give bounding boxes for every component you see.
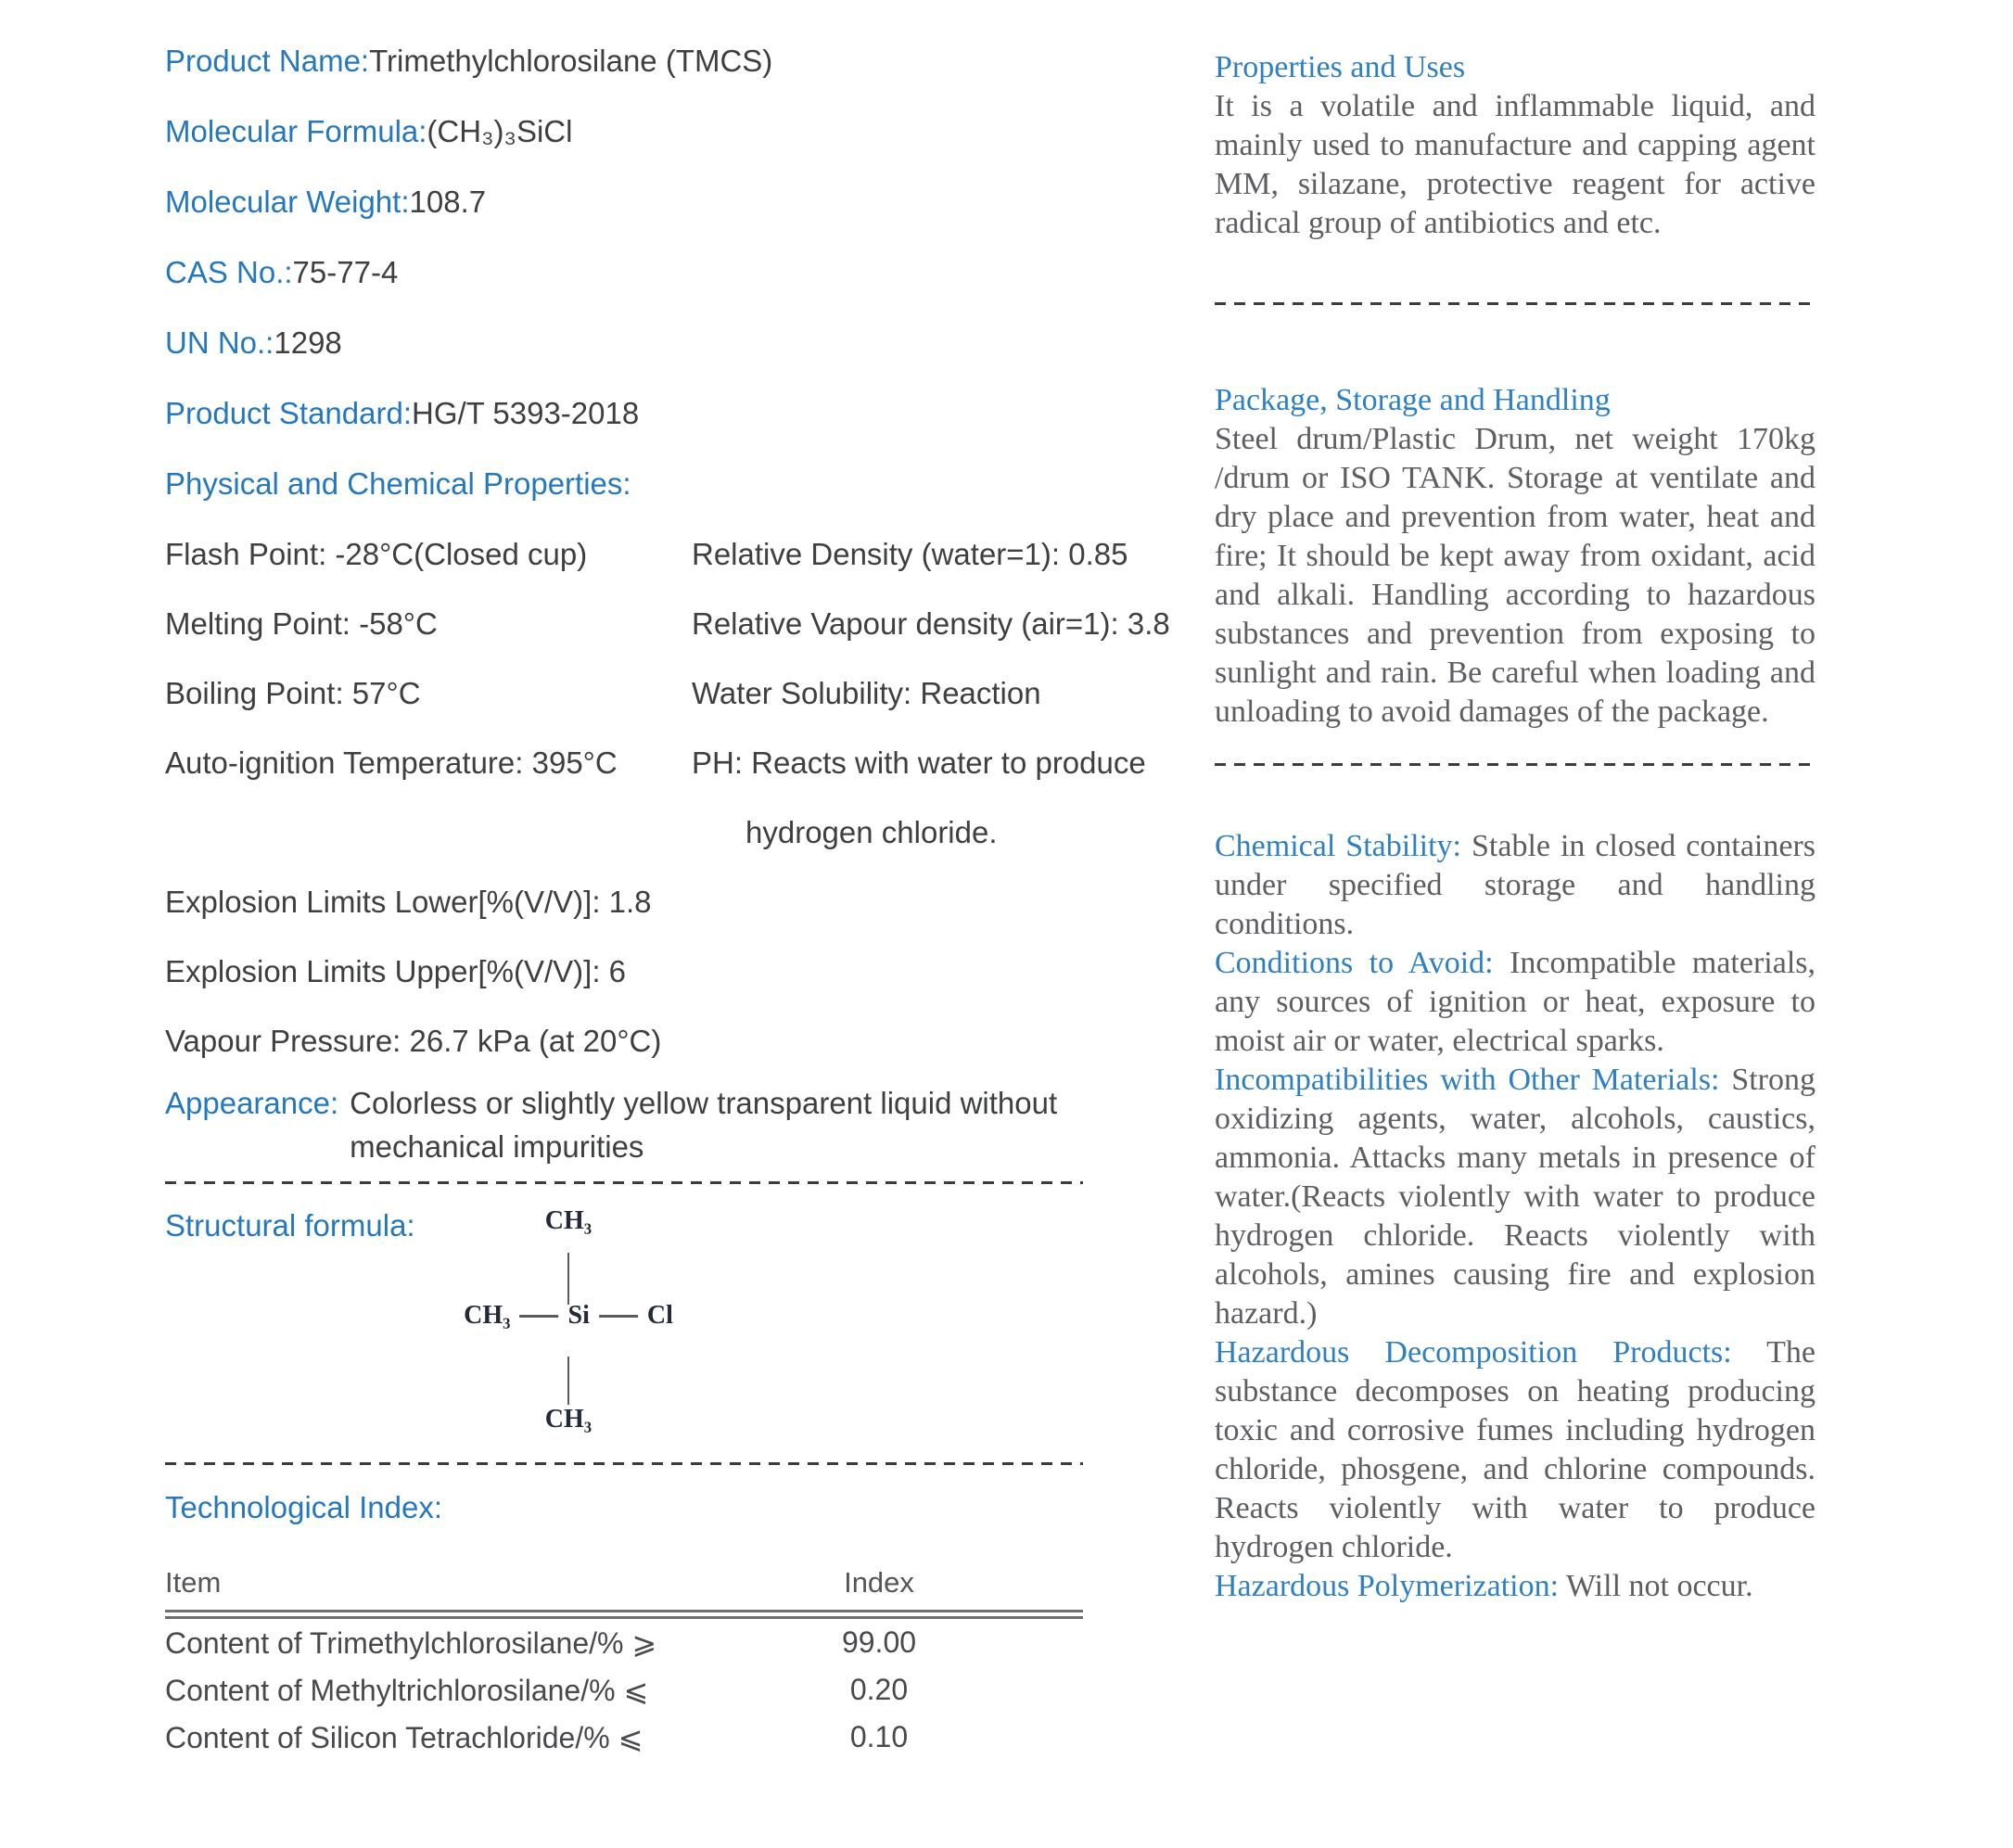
table-header-row — [165, 1556, 1083, 1610]
bond-vertical-bottom — [567, 1357, 569, 1405]
hazardous-decomposition-text: The substance decomposes on heating producing toxic and corrosive fumes including hydrogen chloride, phosgene, and chlorine compounds. Reacts violently with water to produce hydrogen chloride. — [1215, 1335, 1816, 1564]
molecular-weight-value: 108.7 — [409, 185, 487, 219]
table-header-index: Index — [844, 1566, 914, 1599]
formula-cl: Cl — [646, 1301, 673, 1330]
appearance-label: Appearance: — [165, 1086, 339, 1120]
product-spec-left-column — [165, 26, 1170, 1761]
product-standard-row — [165, 378, 1129, 449]
cas-no-value: 75-77-4 — [292, 255, 399, 289]
auto-ignition-temperature: Auto-ignition Temperature: 395°C — [165, 745, 618, 780]
vapour-pressure: Vapour Pressure: 26.7 kPa (at 20°C) — [165, 1023, 662, 1058]
boiling-point: Boiling Point: 57°C — [165, 675, 421, 710]
chemical-stability-item — [1215, 827, 1816, 944]
bond-vertical-top — [567, 1253, 569, 1305]
hazardous-decomposition-heading: Hazardous Decomposition Products: — [1215, 1335, 1732, 1370]
explosion-limit-lower: Explosion Limits Lower[%(V/V)]: 1.8 — [165, 884, 652, 919]
conditions-to-avoid-heading: Conditions to Avoid: — [1215, 946, 1494, 980]
water-solubility: Water Solubility: Reaction — [692, 675, 1041, 710]
molecular-formula-label: Molecular Formula: — [165, 114, 427, 148]
melting-point: Melting Point: -58°C — [165, 605, 438, 641]
conditions-to-avoid-item — [1215, 944, 1816, 1061]
physical-properties-grid — [165, 519, 1170, 867]
appearance-row — [165, 1081, 1129, 1168]
table-header-item: Item — [165, 1566, 222, 1599]
dashed-divider — [1215, 763, 1816, 766]
molecular-formula-value: (CH₃)₃SiCl — [427, 114, 573, 148]
physical-properties-col2 — [692, 519, 1197, 867]
dashed-divider — [165, 1462, 1083, 1465]
molecular-weight-label: Molecular Weight: — [165, 185, 410, 219]
ph-line2: hydrogen chloride. — [745, 814, 998, 849]
relative-vapour-density: Relative Vapour density (air=1): 3.8 — [692, 605, 1170, 641]
formula-ch3-bottom: CH₃ — [544, 1405, 592, 1434]
dashed-divider — [1215, 302, 1816, 305]
chemical-stability-heading: Chemical Stability: — [1215, 829, 1461, 863]
table-cell-item: Content of Silicon Tetrachloride/% ⩽ — [165, 1720, 643, 1754]
chemical-stability-text: Stable in closed containers under specified storage and handling conditions. — [1215, 829, 1816, 941]
physical-properties-heading: Physical and Chemical Properties: — [165, 466, 631, 501]
relative-density: Relative Density (water=1): 0.85 — [692, 536, 1128, 571]
structural-formula-label: Structural formula: — [165, 1208, 415, 1243]
structural-formula-diagram — [165, 1184, 1129, 1462]
table-cell-item: Content of Methyltrichlorosilane/% ⩽ — [165, 1673, 649, 1707]
properties-and-uses-heading: Properties and Uses — [1215, 50, 1466, 84]
package-storage-handling-heading: Package, Storage and Handling — [1215, 383, 1611, 417]
molecular-formula-row — [165, 96, 1129, 167]
ph-line1: PH: Reacts with water to produce — [692, 745, 1146, 780]
hazardous-decomposition-item — [1215, 1333, 1816, 1567]
un-no-value: 1298 — [274, 325, 342, 360]
product-name-label: Product Name: — [165, 44, 370, 78]
product-spec-right-column — [1215, 0, 1816, 1606]
flash-point: Flash Point: -28°C(Closed cup) — [165, 536, 588, 571]
properties-and-uses-body: It is a volatile and inflammable liquid, and mainly used to manufacture and capping agent MM, silazane, protective reagent for active radical group of antibiotics and etc. — [1215, 89, 1816, 240]
package-storage-handling-body: Steel drum/Plastic Drum, net weight 170kg /drum or ISO TANK. Storage at ventilate and dry place and prevention from water, heat and fire; It should be kept away from oxidant, acid and alkali. Handling according to hazardous substances and prevention from exposing to sunlight and rain. Be careful when loading and unloading to avoid damages of the package. — [1215, 422, 1816, 729]
table-cell-index: 99.00 — [841, 1625, 917, 1659]
physical-properties-col1 — [165, 519, 689, 797]
hazardous-polymerization-text: Will not occur. — [1565, 1569, 1753, 1603]
additional-properties — [165, 867, 1129, 1076]
hazardous-polymerization-heading: Hazardous Polymerization: — [1215, 1569, 1560, 1603]
incompatibilities-heading: Incompatibilities with Other Materials: — [1215, 1063, 1720, 1097]
table-row — [165, 1714, 1083, 1761]
bond-horizontal-left — [520, 1315, 559, 1318]
product-name-row — [165, 26, 1129, 96]
appearance-value: Colorless or slightly yellow transparent liquid without mechanical impurities — [350, 1086, 1058, 1164]
technological-index-table — [165, 1556, 1083, 1761]
un-no-label: UN No.: — [165, 325, 274, 360]
table-cell-index: 0.20 — [849, 1673, 909, 1706]
conditions-to-avoid-text: Incompatible materials, any sources of ignition or heat, exposure to moist air or water, electrical sparks. — [1215, 946, 1816, 1058]
table-double-rule — [165, 1610, 1083, 1619]
table-row — [165, 1666, 1083, 1714]
formula-middle-row — [464, 1301, 673, 1331]
bond-horizontal-right — [599, 1315, 638, 1318]
table-cell-item: Content of Trimethylchlorosilane/% ⩾ — [165, 1625, 657, 1660]
product-name-value: Trimethylchlorosilane (TMCS) — [369, 44, 773, 78]
product-standard-label: Product Standard: — [165, 396, 412, 430]
formula-ch3-left: CH₃ — [464, 1301, 511, 1330]
stability-section — [1215, 827, 1816, 1606]
formula-ch3-top: CH₃ — [544, 1206, 592, 1235]
structural-formula-section — [165, 1184, 1129, 1462]
un-no-row — [165, 308, 1129, 378]
formula-si: Si — [567, 1301, 590, 1330]
explosion-limit-upper: Explosion Limits Upper[%(V/V)]: 6 — [165, 953, 627, 988]
incompatibilities-text: Strong oxidizing agents, water, alcohols, caustics, ammonia. Attacks many metals in presence of water.(Reacts violently with water to produce hydrogen chloride. Reacts violently with alcohols, amines causing fire and explosion hazard.) — [1215, 1063, 1816, 1331]
product-standard-value: HG/T 5393-2018 — [412, 396, 640, 430]
cas-no-label: CAS No.: — [165, 255, 293, 289]
incompatibilities-item — [1215, 1061, 1816, 1333]
table-cell-index: 0.10 — [849, 1720, 909, 1753]
hazardous-polymerization-item — [1215, 1567, 1816, 1606]
molecular-weight-row — [165, 167, 1129, 237]
cas-no-row — [165, 237, 1129, 308]
technological-index-heading: Technological Index: — [165, 1490, 443, 1524]
table-row — [165, 1619, 1083, 1666]
